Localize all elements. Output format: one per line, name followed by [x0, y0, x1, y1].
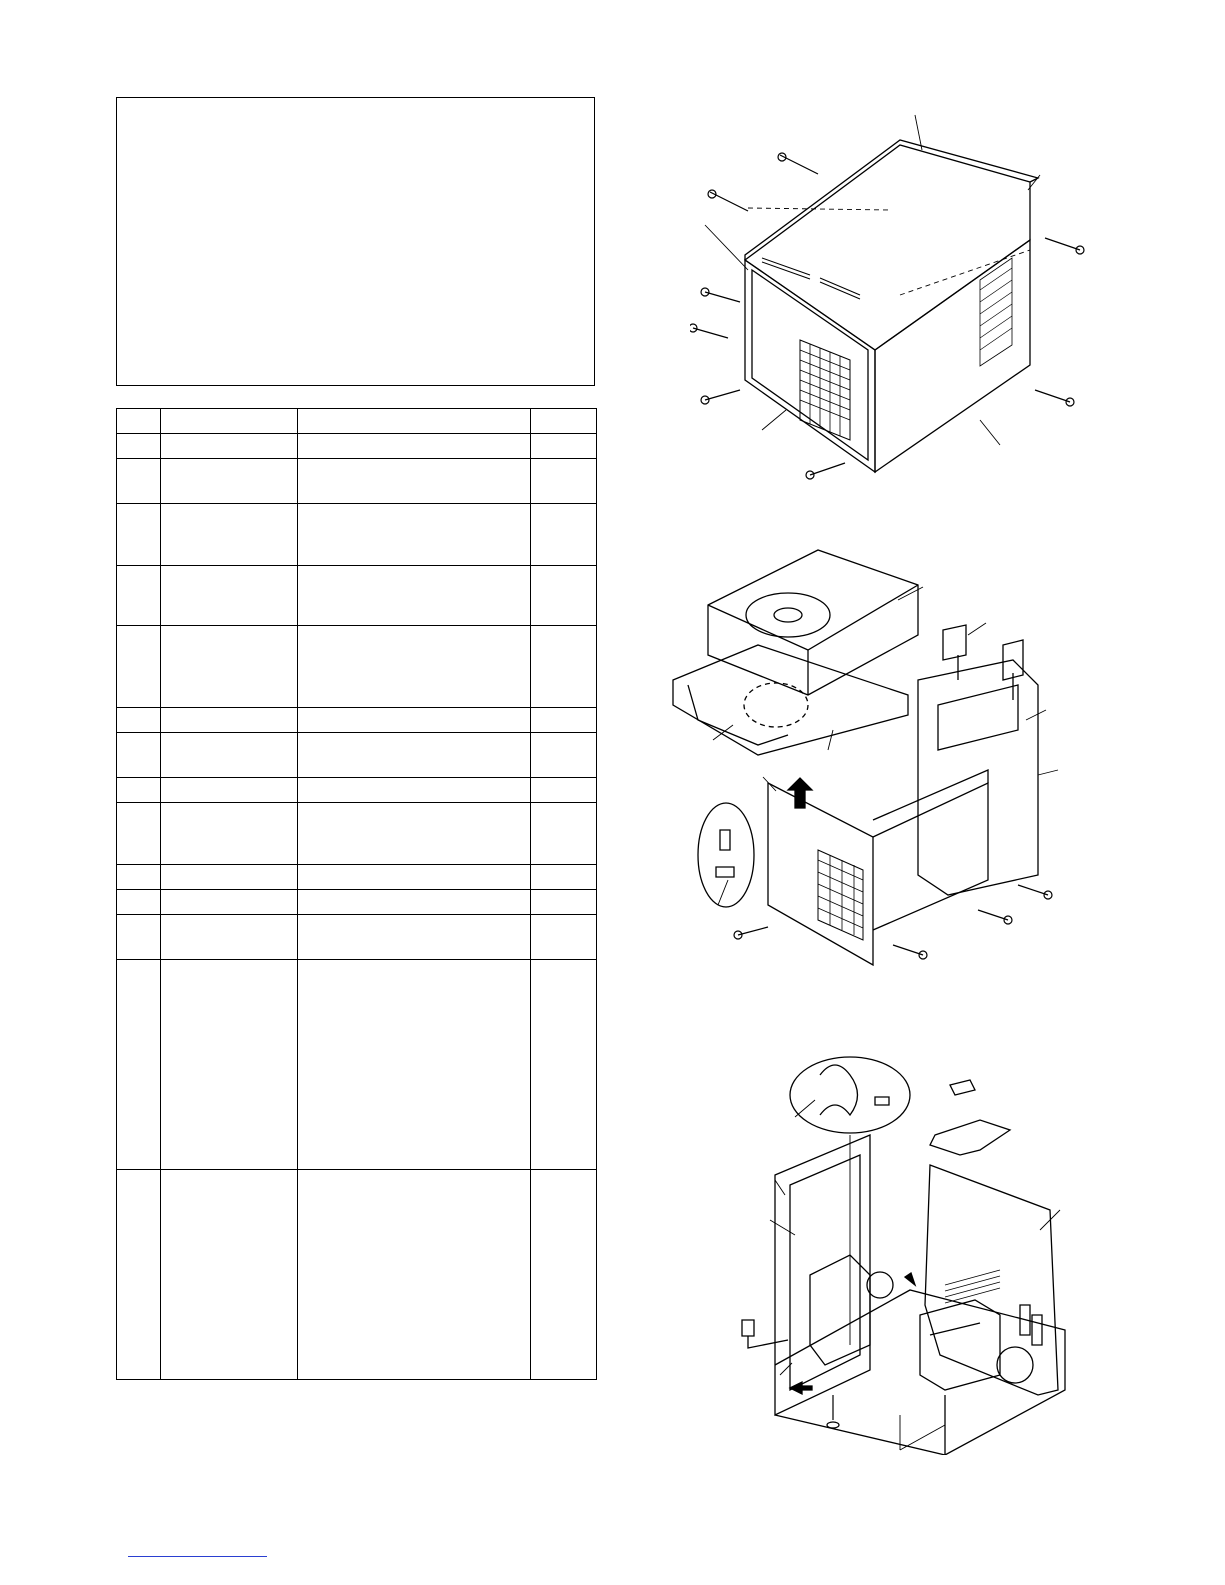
table-cell: [117, 915, 161, 960]
top-cabinet-panel: [745, 145, 1030, 350]
table-cell: [161, 960, 298, 1170]
table-cell: [298, 504, 531, 566]
table-cell: [117, 626, 161, 708]
table-row: [117, 459, 597, 504]
table-header-row: [117, 409, 597, 434]
table-cell: [161, 459, 298, 504]
table-cell: [117, 459, 161, 504]
side-cabinet-panel: [875, 240, 1030, 472]
table-row: [117, 915, 597, 960]
table-cell: [531, 566, 597, 626]
table-cell: [161, 915, 298, 960]
main-pwb-removal-figure: [720, 1045, 1070, 1455]
note-box: [116, 97, 595, 386]
table-cell: [117, 778, 161, 803]
table-cell: [117, 566, 161, 626]
table-cell: [161, 778, 298, 803]
table-cell: [298, 890, 531, 915]
table-cell: [531, 1170, 597, 1380]
table-cell: [117, 708, 161, 733]
table-row: [117, 504, 597, 566]
table-cell: [298, 626, 531, 708]
connector-detail: [698, 803, 754, 907]
table-row: [117, 778, 597, 803]
table-cell: [117, 434, 161, 459]
table-cell: [298, 566, 531, 626]
table-cell: [117, 865, 161, 890]
connector-icon: [875, 1097, 889, 1105]
table-cell: [531, 708, 597, 733]
screw-icon: [690, 153, 1084, 479]
table-cell: [161, 708, 298, 733]
table-cell: [298, 459, 531, 504]
table-row: [117, 890, 597, 915]
table-cell: [161, 626, 298, 708]
table-cell: [531, 434, 597, 459]
table-cell: [298, 733, 531, 778]
header-cell: [117, 409, 161, 434]
table-cell: [298, 778, 531, 803]
table-cell: [117, 890, 161, 915]
cd-mechanism: [708, 550, 918, 695]
table-cell: [531, 890, 597, 915]
table-cell: [531, 459, 597, 504]
table-row: [117, 434, 597, 459]
arrow-icon: [790, 1273, 915, 1394]
table-cell: [117, 960, 161, 1170]
table-cell: [161, 504, 298, 566]
table-cell: [531, 915, 597, 960]
main-pwb: [925, 1165, 1058, 1395]
table-row: [117, 960, 597, 1170]
table-cell: [161, 434, 298, 459]
table-row: [117, 1170, 597, 1380]
table-cell: [298, 960, 531, 1170]
table-row: [117, 865, 597, 890]
table-row: [117, 708, 597, 733]
side-frame: [775, 1135, 870, 1415]
disassembly-steps-table: [116, 408, 597, 1380]
table-cell: [161, 890, 298, 915]
table-cell: [531, 778, 597, 803]
table-cell: [298, 803, 531, 865]
table-cell: [531, 960, 597, 1170]
table-cell: [531, 626, 597, 708]
footer-link[interactable]: [128, 1556, 267, 1557]
table-cell: [298, 708, 531, 733]
table-cell: [161, 566, 298, 626]
table-row: [117, 733, 597, 778]
header-cell: [161, 409, 298, 434]
table-row: [117, 566, 597, 626]
table-cell: [298, 865, 531, 890]
cabinet-removal-figure: [690, 110, 1090, 490]
table-cell: [531, 733, 597, 778]
cd-mechanism-removal-figure: [668, 545, 1063, 985]
table-cell: [117, 803, 161, 865]
table-cell: [531, 504, 597, 566]
flat-cable: [930, 1120, 1010, 1155]
header-cell: [298, 409, 531, 434]
header-cell: [531, 409, 597, 434]
connector-zoom: [790, 1057, 910, 1133]
table-cell: [117, 504, 161, 566]
table-cell: [161, 733, 298, 778]
table-cell: [117, 733, 161, 778]
table-cell: [298, 1170, 531, 1380]
screw-icon: [827, 1395, 839, 1428]
table-cell: [531, 865, 597, 890]
table-cell: [117, 1170, 161, 1380]
table-cell: [298, 434, 531, 459]
table-cell: [161, 803, 298, 865]
table-cell: [161, 1170, 298, 1380]
table-row: [117, 626, 597, 708]
transformer: [920, 1300, 1000, 1390]
table-cell: [531, 803, 597, 865]
table-cell: [298, 915, 531, 960]
table-row: [117, 803, 597, 865]
table-cell: [161, 865, 298, 890]
